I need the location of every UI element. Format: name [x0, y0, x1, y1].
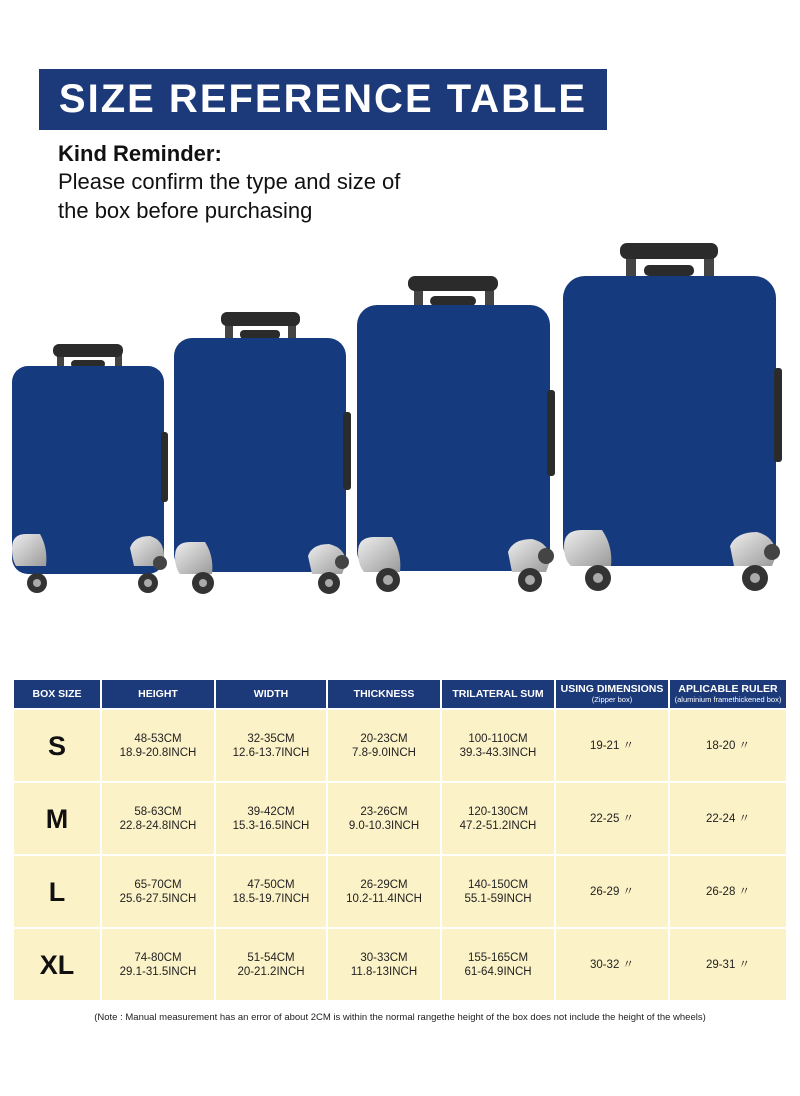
height-cell [102, 783, 214, 854]
trilateral-cm: 120-130CM [467, 805, 529, 818]
trilateral-cm: 100-110CM [468, 732, 528, 745]
height-cell [102, 856, 214, 927]
thickness-cell [328, 856, 440, 927]
width-inch: 20-21.2INCH [237, 965, 305, 978]
width-inch: 12.6-13.7INCH [232, 746, 310, 759]
width-cell [216, 856, 326, 927]
measurement-note: (Note : Manual measurement has an error of about 2CM is within the normal rangethe height of the box does not include the height of the wheels) [94, 1012, 706, 1023]
thickness-cm: 30-33CM [360, 951, 408, 964]
height-inch: 25.6-27.5INCH [119, 892, 197, 905]
using-dimensions-cell: 26-29 〃 [556, 856, 668, 927]
size-cell: L [14, 856, 100, 927]
height-cell [102, 929, 214, 1000]
ruler-cell: 26-28 〃 [670, 856, 786, 927]
header-trilateral-sum: TRILATERAL SUM [442, 680, 554, 708]
size-table [12, 678, 788, 1002]
width-cell [216, 929, 326, 1000]
trilateral-cell [442, 856, 554, 927]
header-box-size: BOX SIZE [14, 680, 100, 708]
ruler-cell: 22-24 〃 [670, 783, 786, 854]
width-inch: 15.3-16.5INCH [232, 819, 310, 832]
header-thickness: THICKNESS [328, 680, 440, 708]
trilateral-cell [442, 783, 554, 854]
using-dimensions-cell: 22-25 〃 [556, 783, 668, 854]
header-using-label: USING DIMENSIONS [560, 683, 664, 695]
width-inch: 18.5-19.7INCH [232, 892, 310, 905]
header-using-dimensions [556, 680, 668, 708]
table-row [14, 929, 786, 1000]
ruler-cell: 18-20 〃 [670, 710, 786, 781]
table-row [14, 856, 786, 927]
using-dimensions-cell: 19-21 〃 [556, 710, 668, 781]
trilateral-cm: 140-150CM [467, 878, 529, 891]
using-dimensions-cell: 30-32 〃 [556, 929, 668, 1000]
size-cell: XL [14, 929, 100, 1000]
thickness-inch: 9.0-10.3INCH [348, 819, 420, 832]
table-row [14, 783, 786, 854]
width-cm: 51-54CM [247, 951, 295, 964]
suitcase-s-icon [12, 344, 168, 593]
size-cell: M [14, 783, 100, 854]
thickness-cell [328, 929, 440, 1000]
header-applicable-ruler [670, 680, 786, 708]
reminder-line-2: the box before purchasing [58, 198, 313, 223]
width-cell [216, 783, 326, 854]
luggage-illustration [0, 230, 800, 610]
thickness-inch: 10.2-11.4INCH [346, 892, 422, 905]
header-width: WIDTH [216, 680, 326, 708]
table-header-row [14, 680, 786, 708]
height-inch: 18.9-20.8INCH [119, 746, 197, 759]
thickness-cm: 26-29CM [360, 878, 408, 891]
header-ruler-sub: (aluminium framethickened box) [674, 695, 782, 704]
trilateral-inch: 39.3-43.3INCH [459, 746, 537, 759]
width-cm: 32-35CM [247, 732, 295, 745]
thickness-cell [328, 710, 440, 781]
reminder-line-1: Please confirm the type and size of [58, 169, 401, 194]
title-banner [39, 69, 607, 130]
reminder-heading: Kind Reminder: [58, 141, 222, 166]
suitcase-xl-icon [563, 243, 782, 591]
thickness-cm: 23-26CM [360, 805, 408, 818]
thickness-cm: 20-23CM [360, 732, 408, 745]
width-cm: 39-42CM [247, 805, 295, 818]
trilateral-inch: 61-64.9INCH [464, 965, 532, 978]
height-inch: 29.1-31.5INCH [119, 965, 197, 978]
trilateral-inch: 47.2-51.2INCH [459, 819, 537, 832]
trilateral-cell [442, 929, 554, 1000]
height-cm: 48-53CM [134, 732, 182, 745]
ruler-cell: 29-31 〃 [670, 929, 786, 1000]
trilateral-cm: 155-165CM [467, 951, 529, 964]
suitcase-m-icon [174, 312, 351, 594]
thickness-inch: 7.8-9.0INCH [352, 746, 416, 759]
page-title: SIZE REFERENCE TABLE [58, 77, 588, 121]
height-cm: 74-80CM [134, 951, 182, 964]
height-cm: 65-70CM [134, 878, 182, 891]
thickness-inch: 11.8-13INCH [350, 965, 418, 978]
header-height: HEIGHT [102, 680, 214, 708]
width-cm: 47-50CM [247, 878, 295, 891]
size-cell: S [14, 710, 100, 781]
trilateral-inch: 55.1-59INCH [464, 892, 532, 905]
height-cell [102, 710, 214, 781]
thickness-cell [328, 783, 440, 854]
kind-reminder [58, 140, 400, 225]
header-ruler-label: APLICABLE RULER [678, 683, 778, 695]
height-cm: 58-63CM [134, 805, 182, 818]
width-cell [216, 710, 326, 781]
trilateral-cell [442, 710, 554, 781]
suitcase-l-icon [357, 276, 555, 592]
height-inch: 22.8-24.8INCH [119, 819, 197, 832]
header-using-sub: (Zipper box) [591, 695, 633, 704]
table-row [14, 710, 786, 781]
